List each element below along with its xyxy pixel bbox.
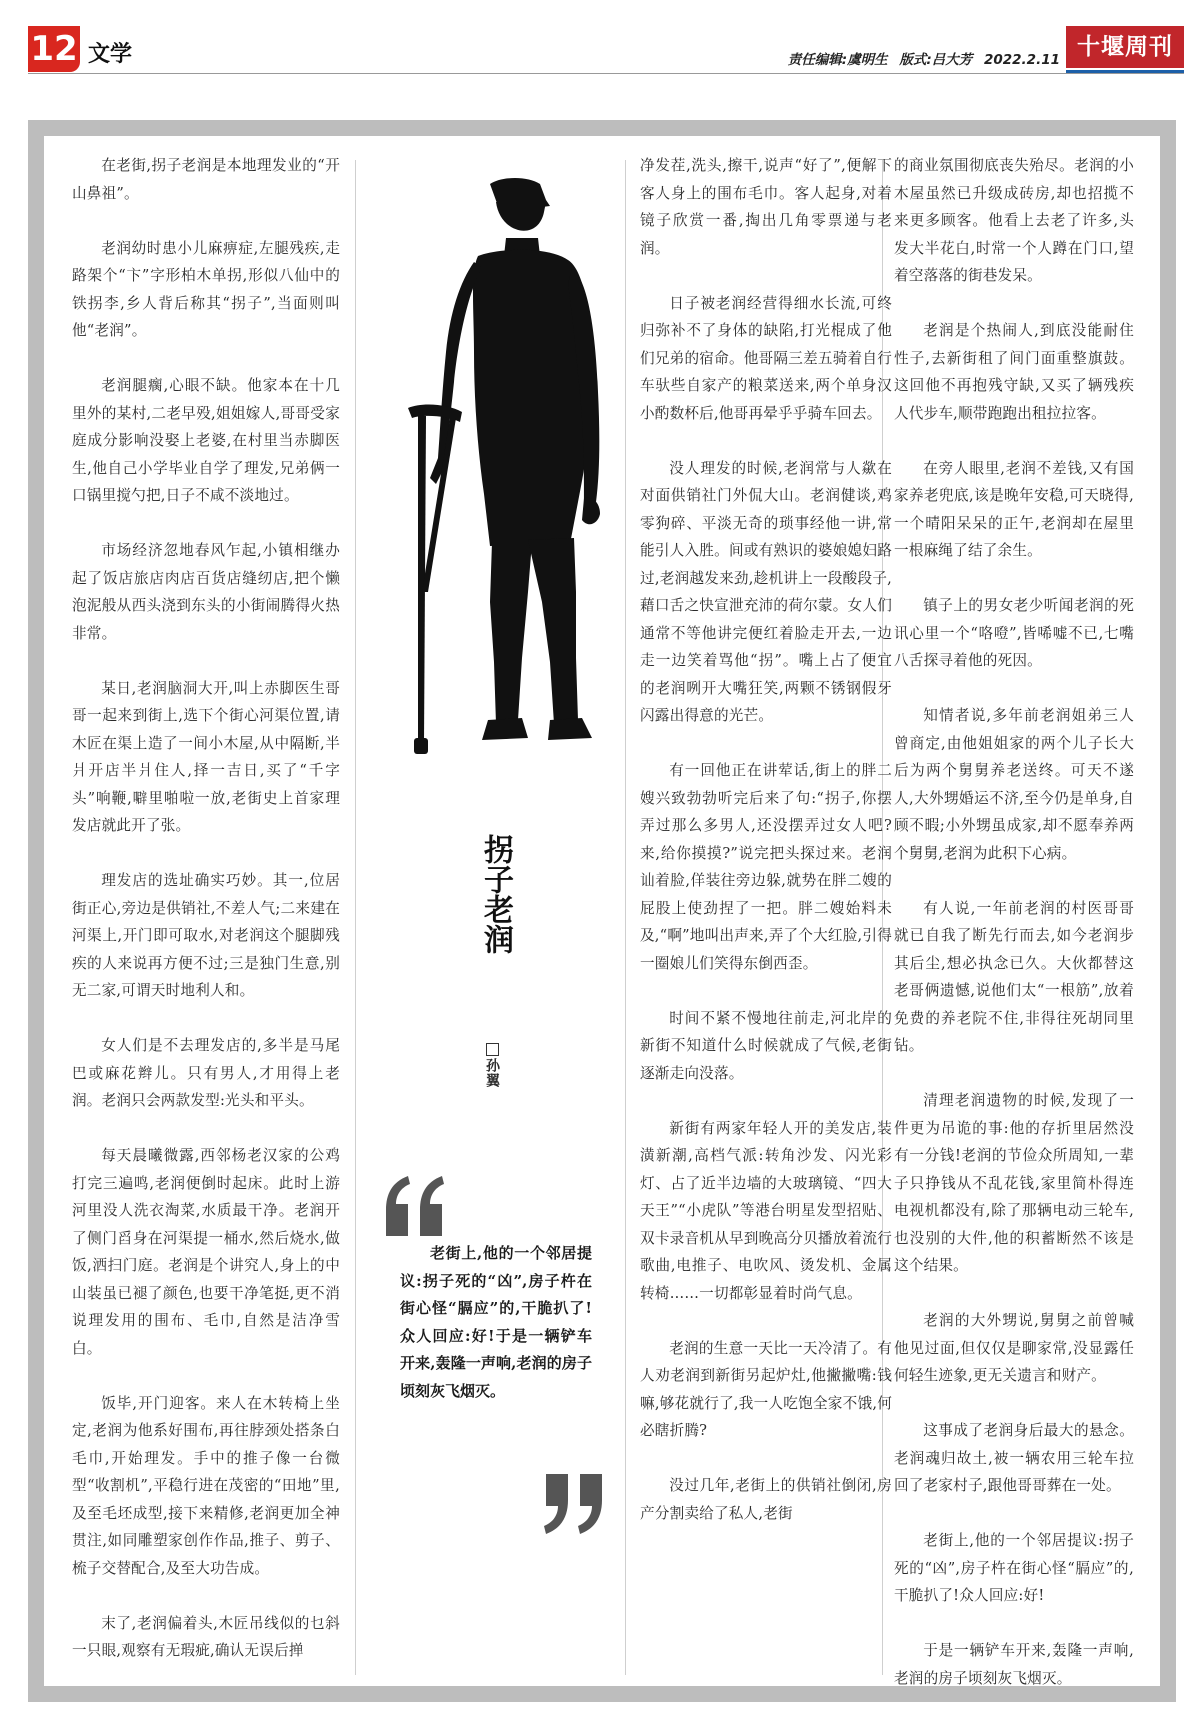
article-paragraph: 老润腿瘸,心眼不缺。他家本在十几里外的某村,二老早殁,姐姐嫁人,哥哥受家庭成分影响没娶上老婆,在村里当赤脚医生,他自己小学毕业自学了理发,兄弟俩一口锅里搅勺把,日子不咸不淡地过。 bbox=[72, 377, 340, 504]
layout-credit: 版式:吕大芳 bbox=[899, 52, 973, 68]
article-paragraph: 老润是个热闹人,到底没能耐住性子,去新街租了间门面重整旗鼓。这回他不再抱残守缺,又买了辆残疾人代步车,顺带跑跑出租拉拉客。 bbox=[894, 322, 1134, 422]
masthead-logo: 十堰周刊 bbox=[1066, 26, 1184, 68]
article-paragraph: 某日,老润脑洞大开,叫上赤脚医生哥哥一起来到街上,选下个街心河渠位置,请木匠在渠上造了一间小木屋,从中隔断,半爿开店半爿住人,择一吉日,买了“千字头”响鞭,噼里啪啦一放,老街史上首家理发店就此开了张。 bbox=[72, 679, 340, 834]
article-paragraph: 这事成了老润身后最大的悬念。老润魂归故土,被一辆农用三轮车拉回了老家村子,跟他哥哥葬在一处。 bbox=[894, 1422, 1134, 1494]
article-paragraph: 净发茬,洗头,擦干,说声“好了”,便解下客人身上的围布毛巾。客人起身,对着镜子欣赏一番,掏出几角零票递与老润。 bbox=[640, 157, 892, 257]
column-divider bbox=[625, 160, 626, 1675]
article-paragraph: 有人说,一年前老润的村医哥哥就已自我了断先行而去,如今老润步其后尘,想必执念已久。大伙都替这老哥俩遗憾,说他们太“一根筋”,放着免费的养老院不住,非得往死胡同里钻。 bbox=[894, 899, 1134, 1054]
article-paragraph: 有一回他正在讲荤话,街上的胖二嫂兴致勃勃听完后来了句:“拐子,你摆弄过那么多男人,还没摆弄过女人吧?来,给你摸摸?”说完把头探过来。老润讪着脸,佯装往旁边躲,就势在胖二嫂的屁股上使劲捏了一把。胖二嫂始料未及,“啊”地叫出声来,弄了个大红脸,引得一圈娘儿们笑得东倒西歪。 bbox=[640, 762, 892, 972]
pull-quote bbox=[400, 1240, 592, 1405]
byline-square-icon bbox=[486, 1043, 499, 1056]
article-paragraph: 末了,老润偏着头,木匠吊线似的乜斜一只眼,观察有无瑕疵,确认无误后掸 bbox=[72, 1614, 340, 1659]
article-paragraph: 在旁人眼里,老润不差钱,又有国家养老兜底,该是晚年安稳,可天晓得,一个晴阳呆呆的正午,老润却在屋里一根麻绳了结了余生。 bbox=[894, 459, 1134, 559]
open-quote-mark-icon bbox=[380, 1170, 450, 1240]
article-paragraph: 老润的大外甥说,舅舅之前曾喊他见过面,但仅仅是聊家常,没显露任何轻生迹象,更无关遗言和财产。 bbox=[894, 1312, 1134, 1384]
author-name: 孙翼 bbox=[484, 1058, 500, 1088]
article-title: 拐子老润 bbox=[478, 834, 513, 954]
article-paragraph: 市场经济忽地春风乍起,小镇相继办起了饭店旅店肉店百货店缝纫店,把个懒泡泥般从西头浇到东头的小街闹腾得火热非常。 bbox=[72, 542, 340, 642]
close-quote-mark-icon bbox=[538, 1470, 608, 1540]
article-paragraph: 新街有两家年轻人开的美发店,装潢新潮,高档气派:转角沙发、闪光彩灯、占了近半边墙的大玻璃镜、“四大天王”“小虎队”等港台明星发型招贴、双卡录音机从早到晚高分贝播放着流行歌曲,电推子、电吹风、烫发机、金属转椅……一切都彰显着时尚气息。 bbox=[640, 1119, 892, 1302]
article-paragraph: 没过几年,老街上的供销社倒闭,房产分割卖给了私人,老街 bbox=[640, 1477, 892, 1522]
article-paragraph: 老润的生意一天比一天冷清了。有人劝老润到新街另起炉灶,他撇撇嘴:钱嘛,够花就行了,我一人吃饱全家不饿,何必瞎折腾? bbox=[640, 1339, 892, 1439]
article-paragraph: 时间不紧不慢地往前走,河北岸的新街不知道什么时候就成了气候,老街逐渐走向没落。 bbox=[640, 1009, 892, 1082]
article-paragraph: 于是一辆铲车开来,轰隆一声响,老润的房子顷刻灰飞烟灭。 bbox=[894, 1642, 1134, 1687]
author-byline bbox=[482, 1043, 502, 1113]
header-credits bbox=[700, 48, 1060, 68]
article-paragraph: 知情者说,多年前老润姐弟三人曾商定,由他姐姐家的两个儿子长大后为两个舅舅养老送终。可天不遂人,大外甥婚运不济,至今仍是单身,自顾不暇;小外甥虽成家,却不愿奉养两个舅舅,老润为此积下心病。 bbox=[894, 707, 1134, 862]
page-number: 12 bbox=[28, 26, 80, 72]
article-paragraph: 的商业氛围彻底丧失殆尽。老润的小木屋虽然已升级成砖房,却也招揽不来更多顾客。他看上去老了许多,头发大半花白,时常一个人蹲在门口,望着空落落的街巷发呆。 bbox=[894, 157, 1134, 284]
article-column-4 bbox=[894, 152, 1134, 1692]
article-paragraph: 在老街,拐子老润是本地理发业的“开山鼻祖”。 bbox=[72, 157, 340, 202]
column-divider bbox=[355, 160, 356, 1675]
article-paragraph: 日子被老润经营得细水长流,可终归弥补不了身体的缺陷,打光棍成了他们兄弟的宿命。他哥隔三差五骑着自行车驮些自家产的粮菜送来,两个单身汉小酌数杯后,他哥再晕乎乎骑车回去。 bbox=[640, 294, 892, 422]
editor-credit: 责任编辑:虞明生 bbox=[787, 52, 888, 68]
article-paragraph: 镇子上的男女老少听闻老润的死讯心里一个“咯噔”,皆唏嘘不已,七嘴八舌探寻着他的死因。 bbox=[894, 597, 1134, 669]
article-paragraph: 没人理发的时候,老润常与人歘在对面供销社门外侃大山。老润健谈,鸡零狗碎、平淡无奇的琐事经他一讲,常能引人入胜。间或有熟识的婆娘媳妇路过,老润越发来劲,趁机讲上一段酸段子,藉口舌之快宣泄充沛的荷尔蒙。女人们通常不等他讲完便红着脸走开去,一边走一边笑着骂他“拐”。嘴上占了便宜的老润咧开大嘴狂笑,两颗不锈钢假牙闪露出得意的光芒。 bbox=[640, 459, 892, 724]
pull-quote-text: 老街上,他的一个邻居提议:拐子死的“凶”,房子杵在街心怪“膈应”的,干脆扒了!众人回应:好!于是一辆铲车开来,轰隆一声响,老润的房子顷刻灰飞烟灭。 bbox=[400, 1244, 592, 1400]
article-column-1 bbox=[72, 152, 340, 1665]
section-name: 文学 bbox=[88, 42, 133, 67]
article-paragraph: 每天晨曦微露,西邻杨老汉家的公鸡打完三遍鸣,老润便倒时起床。此时上游河里没人洗衣淘菜,水质最干净。老润开了侧门舀身在河渠提一桶水,然后烧水,做饭,洒扫门庭。老润是个讲究人,身上的中山装虽已褪了颜色,也要干净笔挺,更不消说理发用的围布、毛巾,自然是洁净雪白。 bbox=[72, 1147, 340, 1357]
article-paragraph: 饭毕,开门迎客。来人在木转椅上坐定,老润为他系好围布,再往脖颈处搭条白毛巾,开始理发。手中的推子像一台微型“收割机”,平稳行进在茂密的“田地”里,及至毛坯成型,接下来精修,老润更加全神贯注,如同雕塑家创作作品,推子、剪子、梳子交替配合,及至大功告成。 bbox=[72, 1394, 340, 1577]
issue-date: 2022.2.11 bbox=[983, 52, 1060, 68]
article-column-3 bbox=[640, 152, 892, 1527]
article-paragraph: 女人们是不去理发店的,多半是马尾巴或麻花辫儿。只有男人,才用得上老润。老润只会两款发型:光头和平头。 bbox=[72, 1037, 340, 1109]
article-paragraph: 理发店的选址确实巧妙。其一,位居街正心,旁边是供销社,不差人气;二来建在河渠上,开门即可取水,对老润这个腿脚残疾的人来说再方便不过;三是独门生意,别无二家,可谓天时地利人和。 bbox=[72, 872, 340, 999]
man-with-crutch-silhouette-image bbox=[378, 172, 608, 772]
article-paragraph: 清理老润遗物的时候,发现了一件更为吊诡的事:他的存折里居然没有一分钱!老润的节俭众所周知,一辈子只挣钱从不乱花钱,家里简朴得连电视机都没有,除了那辆电动三轮车,也没别的大件,他的积蓄断然不该是这个结果。 bbox=[894, 1092, 1134, 1274]
article-paragraph: 老街上,他的一个邻居提议:拐子死的“凶”,房子杵在街心怪“膈应”的,干脆扒了!众人回应:好! bbox=[894, 1532, 1134, 1604]
header-divider bbox=[28, 73, 1184, 74]
article-paragraph: 老润幼时患小儿麻痹症,左腿残疾,走路架个“卞”字形柏木单拐,形似八仙中的铁拐李,乡人背后称其“拐子”,当面则叫他“老润”。 bbox=[72, 239, 340, 339]
page-header bbox=[0, 0, 1200, 86]
